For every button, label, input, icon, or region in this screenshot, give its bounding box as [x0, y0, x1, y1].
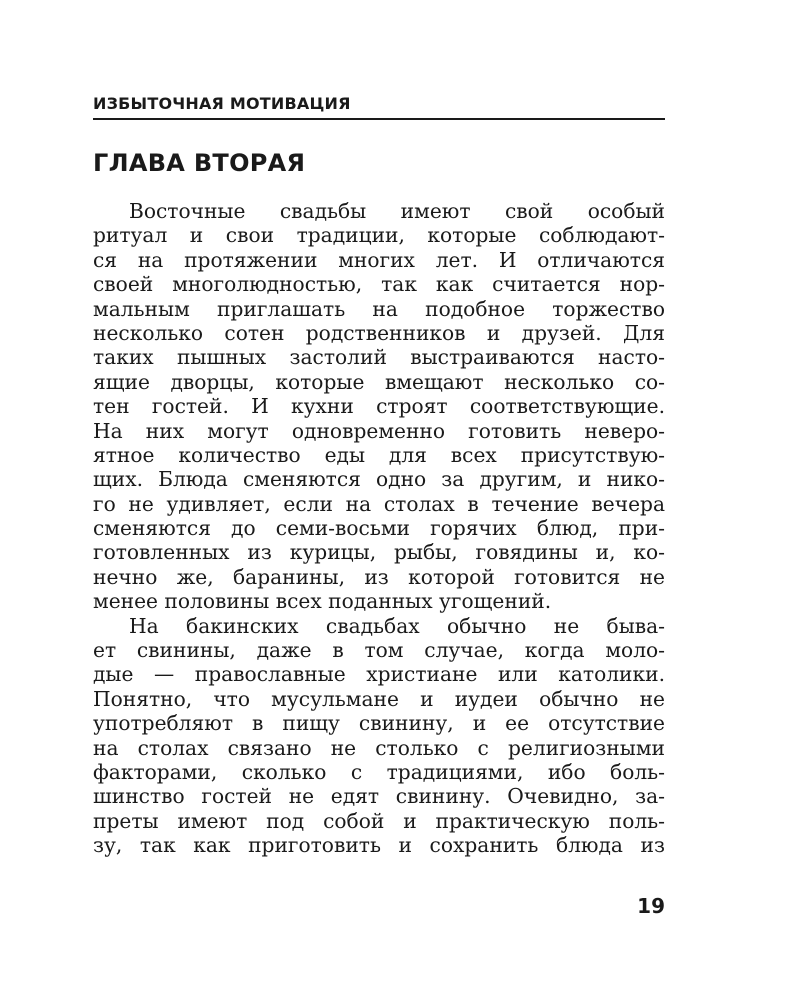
text-line: преты имеют под собой и практическую поль- [93, 808, 665, 833]
text-line: таких пышных застолий выстраиваются насто- [93, 345, 665, 370]
text-line: ет свинины, даже в том случае, когда моло- [93, 638, 665, 663]
text-line: зу, так как приготовить и сохранить блюда из [93, 833, 665, 858]
text-line: Понятно, что мусульмане и иудеи обычно не [93, 686, 665, 711]
text-line: ятное количество еды для всех присутствую- [93, 442, 665, 467]
text-line: на столах связано не столько с религиозными [93, 735, 665, 760]
text-line: несколько сотен родственников и друзей. Для [93, 320, 665, 345]
text-line: ритуал и свои традиции, которые соблюдают- [93, 223, 665, 248]
running-head: ИЗБЫТОЧНАЯ МОТИВАЦИЯ [93, 94, 665, 120]
text-line: Восточные свадьбы имеют свой особый [129, 199, 665, 223]
text-line: На них могут одновременно готовить неверо- [93, 418, 665, 443]
page-number: 19 [637, 894, 665, 918]
text-line: ящие дворцы, которые вмещают несколько со- [93, 369, 665, 394]
text-line: факторами, сколько с традициями, ибо боль- [93, 759, 665, 784]
paragraph-1 [93, 199, 665, 614]
paragraph-2 [93, 614, 665, 858]
text-line: дые — православные христиане или католики. [93, 662, 665, 687]
text-line: тен гостей. И кухни строят соответствующие. [93, 394, 665, 419]
text-line: своей многолюдностью, так как считается нор- [93, 272, 665, 297]
text-line: ся на протяжении многих лет. И отличаются [93, 247, 665, 272]
text-line: На бакинских свадьбах обычно не быва- [129, 613, 665, 638]
text-line: шинство гостей не едят свинину. Очевидно, за- [93, 784, 665, 809]
text-line: го не удивляет, если на столах в течение вечера [93, 491, 665, 516]
text-line: мальным приглашать на подобное торжество [93, 296, 665, 321]
text-line: сменяются до семи-восьми горячих блюд, при- [93, 516, 665, 541]
text-line: нечно же, баранины, из которой готовится не [93, 564, 665, 589]
chapter-title: ГЛАВА ВТОРАЯ [93, 149, 306, 177]
text-line: готовленных из курицы, рыбы, говядины и, ко- [93, 540, 665, 565]
text-line: щих. Блюда сменяются одно за другим, и нико- [93, 467, 665, 492]
body-text [93, 199, 665, 858]
text-line: менее половины всех поданных угощений. [93, 589, 552, 614]
text-line: употребляют в пищу свинину, и ее отсутствие [93, 711, 665, 736]
